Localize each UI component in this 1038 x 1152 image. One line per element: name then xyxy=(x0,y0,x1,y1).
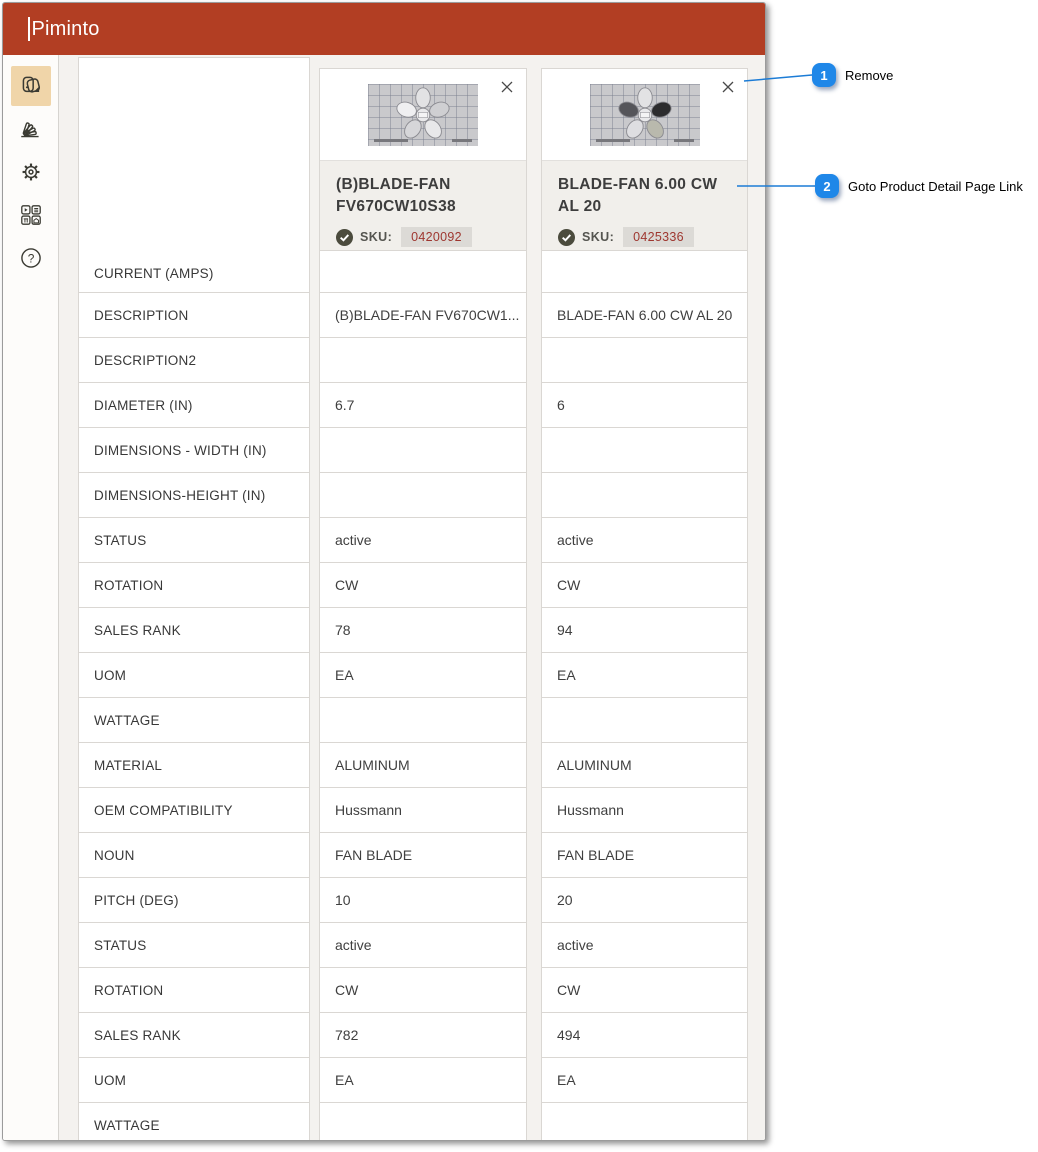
value-column xyxy=(542,251,747,1141)
app-body xyxy=(3,55,765,1141)
attribute-value xyxy=(542,698,747,743)
attribute-label: DIMENSIONS-HEIGHT (IN) xyxy=(79,473,309,518)
attribute-value: CW xyxy=(320,563,526,608)
attribute-value: active xyxy=(542,923,747,968)
attribute-value: FAN BLADE xyxy=(320,833,526,878)
product-title-link[interactable]: BLADE-FAN 6.00 CW AL 20 xyxy=(558,176,718,215)
attribute-value xyxy=(320,251,526,293)
attribute-value: BLADE-FAN 6.00 CW AL 20 xyxy=(542,293,747,338)
attribute-label: DESCRIPTION xyxy=(79,293,309,338)
app-title xyxy=(28,17,100,41)
product-image-area xyxy=(542,69,747,161)
product-photo xyxy=(368,84,478,146)
attribute-value: active xyxy=(542,518,747,563)
sidebar-item-fan-browse[interactable] xyxy=(11,109,51,149)
attribute-label: ROTATION xyxy=(79,563,309,608)
attribute-value: EA xyxy=(320,653,526,698)
attribute-value: 94 xyxy=(542,608,747,653)
attribute-value: Hussmann xyxy=(542,788,747,833)
attribute-value: (B)BLADE-FAN FV670CW1... xyxy=(320,293,526,338)
fan-blade-image xyxy=(616,86,674,144)
attribute-value: ALUMINUM xyxy=(320,743,526,788)
value-column xyxy=(320,251,526,1141)
fan-icon xyxy=(18,116,44,142)
check-badge-icon xyxy=(558,229,575,246)
attribute-value: EA xyxy=(542,1058,747,1103)
sidebar-item-modules[interactable] xyxy=(11,195,51,235)
remove-product-button[interactable] xyxy=(718,77,738,97)
attribute-label: STATUS xyxy=(79,923,309,968)
attribute-value xyxy=(320,338,526,383)
remove-product-button[interactable] xyxy=(497,77,517,97)
attribute-value: active xyxy=(320,518,526,563)
attribute-value: Hussmann xyxy=(320,788,526,833)
attribute-label: UOM xyxy=(79,653,309,698)
app-title-text: Piminto xyxy=(31,17,100,40)
sidebar xyxy=(3,55,59,1141)
attribute-value: 20 xyxy=(542,878,747,923)
attribute-value xyxy=(542,1103,747,1141)
product-image-area xyxy=(320,69,526,161)
callout-badge-2: 2 xyxy=(815,174,839,198)
attribute-label: DIMENSIONS - WIDTH (IN) xyxy=(79,428,309,473)
gear-icon xyxy=(18,159,44,185)
sidebar-item-settings[interactable] xyxy=(11,152,51,192)
text-cursor xyxy=(28,17,30,41)
sidebar-item-help[interactable] xyxy=(11,238,51,278)
attribute-value: FAN BLADE xyxy=(542,833,747,878)
attribute-value xyxy=(320,698,526,743)
attribute-label: SALES RANK xyxy=(79,1013,309,1058)
attribute-value: 494 xyxy=(542,1013,747,1058)
app-header xyxy=(3,3,765,55)
attribute-value: 6 xyxy=(542,383,747,428)
attribute-value: 78 xyxy=(320,608,526,653)
sku-row xyxy=(336,227,510,247)
product-card xyxy=(319,68,527,1141)
attribute-label: NOUN xyxy=(79,833,309,878)
compare-icon xyxy=(18,73,44,99)
comparison-area xyxy=(59,55,765,1141)
attribute-value: EA xyxy=(542,653,747,698)
attribute-value xyxy=(320,428,526,473)
product-card-header xyxy=(320,161,526,251)
attribute-value: CW xyxy=(542,563,747,608)
attribute-label: SALES RANK xyxy=(79,608,309,653)
sku-label: SKU: xyxy=(582,230,615,244)
sku-label: SKU: xyxy=(360,230,393,244)
attribute-value: 10 xyxy=(320,878,526,923)
attribute-label: DESCRIPTION2 xyxy=(79,338,309,383)
product-photo xyxy=(590,84,700,146)
attribute-label: OEM COMPATIBILITY xyxy=(79,788,309,833)
attribute-value: EA xyxy=(320,1058,526,1103)
attribute-value xyxy=(542,473,747,518)
close-icon xyxy=(720,79,736,95)
check-badge-icon xyxy=(336,229,353,246)
sku-value-badge: 0420092 xyxy=(401,227,472,247)
help-icon xyxy=(18,245,44,271)
sku-row xyxy=(558,227,731,247)
callout-badge-1: 1 xyxy=(812,63,836,87)
attribute-value xyxy=(320,1103,526,1141)
attribute-label: PITCH (DEG) xyxy=(79,878,309,923)
attribute-label: CURRENT (AMPS) xyxy=(79,58,309,293)
attribute-value xyxy=(542,428,747,473)
label-column xyxy=(78,57,310,1141)
svg-text:?: ? xyxy=(27,251,34,266)
attribute-label: WATTAGE xyxy=(79,698,309,743)
attribute-value xyxy=(542,251,747,293)
attribute-value: ALUMINUM xyxy=(542,743,747,788)
attribute-label: STATUS xyxy=(79,518,309,563)
attribute-value: CW xyxy=(320,968,526,1013)
product-title-link[interactable]: (B)BLADE-FAN FV670CW10S38 xyxy=(336,176,456,215)
attribute-value: 6.7 xyxy=(320,383,526,428)
callout-label-1: Remove xyxy=(845,68,894,83)
attribute-value xyxy=(542,338,747,383)
product-card-header xyxy=(542,161,747,251)
app-window xyxy=(2,2,766,1141)
attribute-value: 782 xyxy=(320,1013,526,1058)
attribute-label: WATTAGE xyxy=(79,1103,309,1141)
callout-label-2: Goto Product Detail Page Link xyxy=(848,179,1023,194)
fan-blade-image xyxy=(394,86,452,144)
sidebar-item-compare[interactable] xyxy=(11,66,51,106)
attribute-label: UOM xyxy=(79,1058,309,1103)
modules-grid-icon xyxy=(18,202,44,228)
product-card xyxy=(541,68,748,1141)
close-icon xyxy=(499,79,515,95)
attribute-label: DIAMETER (IN) xyxy=(79,383,309,428)
attribute-value xyxy=(320,473,526,518)
attribute-value: active xyxy=(320,923,526,968)
sku-value-badge: 0425336 xyxy=(623,227,694,247)
attribute-label: MATERIAL xyxy=(79,743,309,788)
attribute-value: CW xyxy=(542,968,747,1013)
attribute-label: ROTATION xyxy=(79,968,309,1013)
